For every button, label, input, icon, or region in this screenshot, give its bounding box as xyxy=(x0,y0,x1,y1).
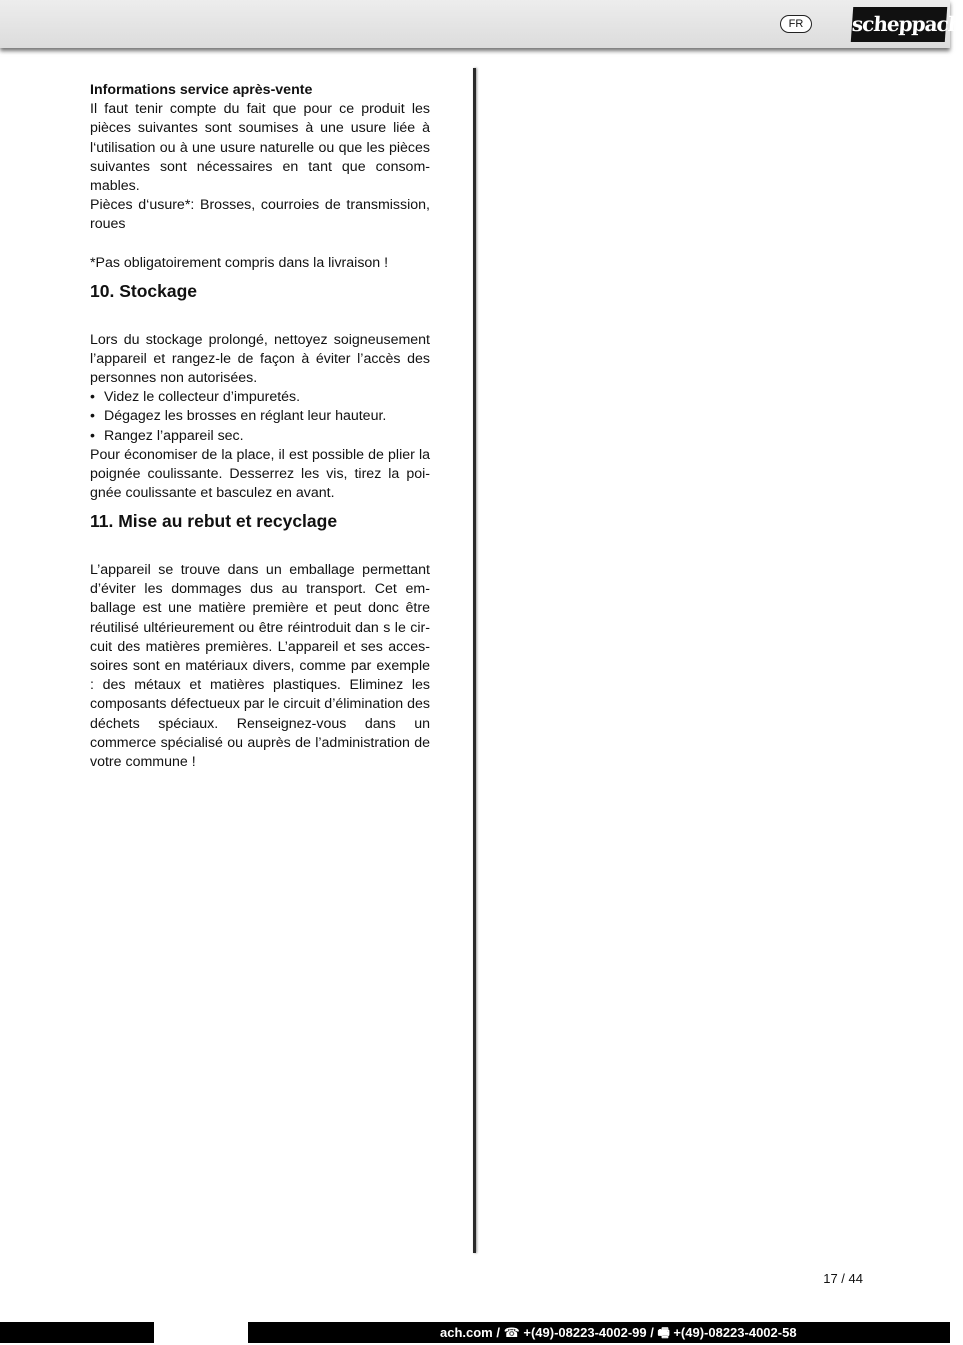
footnote: *Pas obligatoirement compris dans la livraison ! xyxy=(90,254,389,271)
main-column xyxy=(90,81,430,772)
column-divider xyxy=(473,68,476,1253)
bullet-icon: • xyxy=(90,389,95,406)
storage-heading: 10. Stockage xyxy=(90,281,197,302)
spacer xyxy=(90,311,430,330)
list-item xyxy=(90,388,430,407)
list-item-text: Rangez l’appareil sec. xyxy=(104,427,244,444)
footer-contact xyxy=(248,1322,950,1343)
bullet-icon: • xyxy=(90,408,95,425)
disposal-body: L’appareil se trouve dans un emballage permettant d’éviter les dommages dus au transport. Cet emballage est une matière première et peut donc être réutilisé ultérieurement ou être réintroduit dan s le circuit des matières premières. L’appareil et ses accessoires sont en matériaux divers, comme par exemple : des métaux et matières plastiques. Eliminez les composants défectueux par le circuit d’élimination des déchets spéciaux. Renseignez-vous dans un commerce spécialisé ou auprès de l’administration de votre commune ! xyxy=(90,562,430,771)
list-item-text: Videz le collecteur d’impuretés. xyxy=(104,389,301,406)
page-header xyxy=(0,0,963,48)
brand-logo: scheppach xyxy=(851,7,947,42)
disposal-heading-wrap xyxy=(90,503,430,541)
wear-parts: Pièces d‘usure*: Brosses, courroies de transmission, roues xyxy=(90,197,430,233)
storage-intro: Lors du stockage prolongé, nettoyez soigneusement l’appareil et rangez-le de façon à éviter l’accès des personnes non autorisées. xyxy=(90,331,430,386)
storage-heading-wrap xyxy=(90,273,430,311)
disposal-heading: 11. Mise au rebut et recyclage xyxy=(90,511,338,532)
list-item xyxy=(90,407,430,426)
spacer xyxy=(90,235,430,254)
storage-outro: Pour économiser de la place, il est possible de plier la poignée coulissante. Desserrez les vis, tirez la poignée coulissante et basculez en avant. xyxy=(90,446,430,502)
footer-bar xyxy=(0,1322,950,1343)
page-number: 17 / 44 xyxy=(823,1271,863,1286)
footer-contact-text: ach.com / ☎ +(49)-08223-4002-99 / 🖷 +(49)-08223-4002-58 xyxy=(440,1325,797,1340)
list-item-text: Dégagez les brosses en réglant leur hauteur. xyxy=(104,408,387,425)
language-badge: FR xyxy=(780,15,812,33)
service-title: Informations service après-vente xyxy=(90,82,313,98)
list-item xyxy=(90,427,430,446)
footer-white-block xyxy=(154,1322,248,1343)
bullet-icon: • xyxy=(90,427,95,444)
spacer xyxy=(90,542,430,561)
service-body: Il faut tenir compte du fait que pour ce produit les pièces suivantes sont soumises à une usure liée à l‘utilisation ou à une usure naturelle ou que les pièces suivantes sont nécessaires en tant que consommables. xyxy=(90,101,430,195)
